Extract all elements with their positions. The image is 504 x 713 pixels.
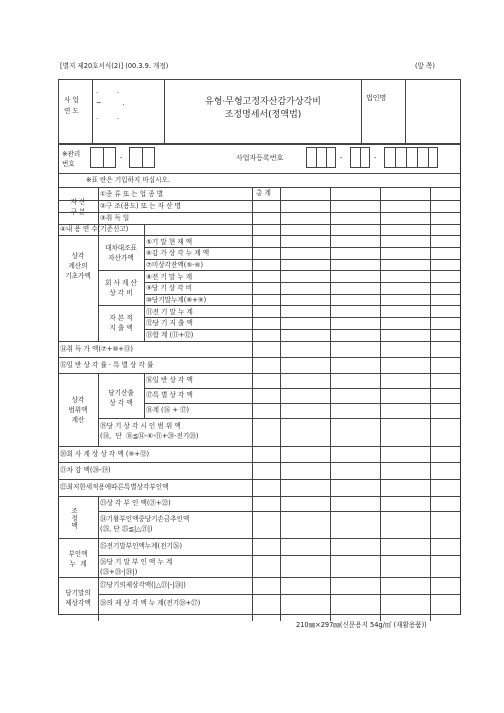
- business-reg-number-field-1[interactable]: [306, 147, 336, 168]
- row-7-label: ⑦미상각잔액(⑤-⑥): [146, 261, 204, 269]
- management-number-label: ※관리 번호: [62, 150, 81, 168]
- current-depreciation-label: 당기산출 상 각 액: [108, 389, 134, 407]
- depreciation-limit-label: 상각 범위액 계산: [68, 396, 88, 424]
- row-4-useful-life-label: ④내 용 연 수(기준신고): [60, 225, 129, 233]
- business-year-label: 사 업 연 도: [64, 96, 79, 116]
- row-15-label: ⑮일 반 상 각 률 · 특 별 상 각 률: [60, 361, 154, 369]
- row-5-label: ⑤기 말 현 재 액: [146, 238, 193, 246]
- row-13-label: ⑬합 계 (⑪+⑫): [146, 331, 194, 339]
- business-year-start-dots: . .: [96, 87, 120, 95]
- row-1-type-label: ①종 류 또 는 업 종 별: [100, 190, 164, 198]
- row-20-label: ⑳회 사 계 상 상 각 액 (⑨+⑫): [60, 450, 150, 458]
- dash: -: [374, 154, 377, 162]
- row-17-label: ⑰특 별 상 각 액: [146, 391, 193, 399]
- row-23-label: ㉓상 각 부 인 액(㉑+㉒): [100, 499, 171, 507]
- row-21-label: ㉑차 감 액(⑳-⑲): [60, 466, 111, 474]
- corp-name-field[interactable]: [406, 80, 460, 143]
- dash: -: [340, 154, 343, 162]
- row-19-label: ⑲당 기 상 각 시 인 범 위 액 (⑱, 단 ⑱≦⑭-⑥-⑪+⑳-전기⑳): [100, 422, 199, 440]
- row-10-label: ⑩당기말누계(⑧+⑨): [146, 296, 207, 304]
- row-3-acquisition-date-label: ③취 득 일: [100, 214, 130, 222]
- corp-name-label: 법인명: [366, 94, 387, 102]
- row-22-label: ㉒최저한세적용에따른특별상각부인액: [60, 483, 169, 491]
- form-title-line2: 조정명세서(정액법): [224, 110, 302, 121]
- depreciation-base-label: 상각 계산의 기초가액: [65, 252, 91, 280]
- denied-cumulative-label: 부인액 누 계: [68, 550, 88, 568]
- adjustment-label: 조정액: [69, 506, 78, 530]
- row-12-label: ⑫당 기 지 출 액: [146, 319, 193, 327]
- balance-sheet-asset-label: 대차대조표 자산가액: [105, 244, 137, 262]
- dash: -: [120, 154, 123, 162]
- row-6-label: ⑥감 가 상 각 누 계 액: [146, 249, 210, 257]
- row-9-label: ⑨당 기 상 각 비: [146, 284, 193, 292]
- company-depreciation-label: 회 사 계 산 상 각 비: [105, 279, 137, 297]
- row-16-label: ⑯일 반 상 각 액: [146, 376, 193, 384]
- form-number: [별지 제20호서식(2)] (00.3.9. 개정): [60, 62, 169, 70]
- row-8-label: ⑧전 기 말 누 계: [146, 273, 193, 281]
- row-26-label: ㉖당 기 말 부 인 액 누 계 (㉕+㉓-|㉔|): [100, 558, 173, 576]
- paper-spec-footer: 210㎜×297㎜(신문용지 54g/㎡ (재활용품)): [296, 621, 427, 629]
- row-2-structure-label: ②구 조(용도) 또 는 자 산 명: [100, 202, 181, 210]
- row-11-label: ⑪전 기 말 누 계: [146, 308, 193, 316]
- page-side-label: (앞 쪽): [415, 62, 435, 70]
- row-27-label: ㉗당기의제상각액(|△㉑|-|㉔|): [100, 581, 186, 589]
- total-column-header: 총 계: [256, 189, 271, 197]
- asset-class-label: 자 산 구 분: [70, 198, 86, 216]
- business-reg-number-field-3[interactable]: [384, 147, 438, 168]
- business-year-sep: ~ .: [96, 99, 125, 107]
- row-18-label: ⑱계 (⑯ + ⑰): [146, 406, 190, 414]
- row-25-label: ㉕전기말부인액누계(전기㉖): [100, 542, 183, 550]
- form-title-line1: 유형·무형고정자산감가상각비: [205, 97, 321, 107]
- deemed-depreciation-label: 당기말의 제상각액: [65, 589, 91, 607]
- business-year-end-dots: . .: [96, 113, 120, 121]
- capital-expenditure-label: 자 본 적 지 출 액: [109, 314, 133, 332]
- instruction-note: ※표 란은 기입하지 마십시오.: [86, 176, 170, 184]
- row-24-label: ㉔기왕부인액중당기손금추인액 (㉕, 단 ㉕≦|△㉑|): [100, 515, 190, 533]
- row-28-label: ㉘의 제 상 각 액 누 계(전기㉘+㉗): [100, 599, 201, 607]
- form-title: [166, 96, 360, 122]
- business-reg-number-label: 사업자등록번호: [236, 154, 284, 162]
- row-14-label: ⑭취 득 가 액(⑦+⑩+⑬): [60, 345, 133, 353]
